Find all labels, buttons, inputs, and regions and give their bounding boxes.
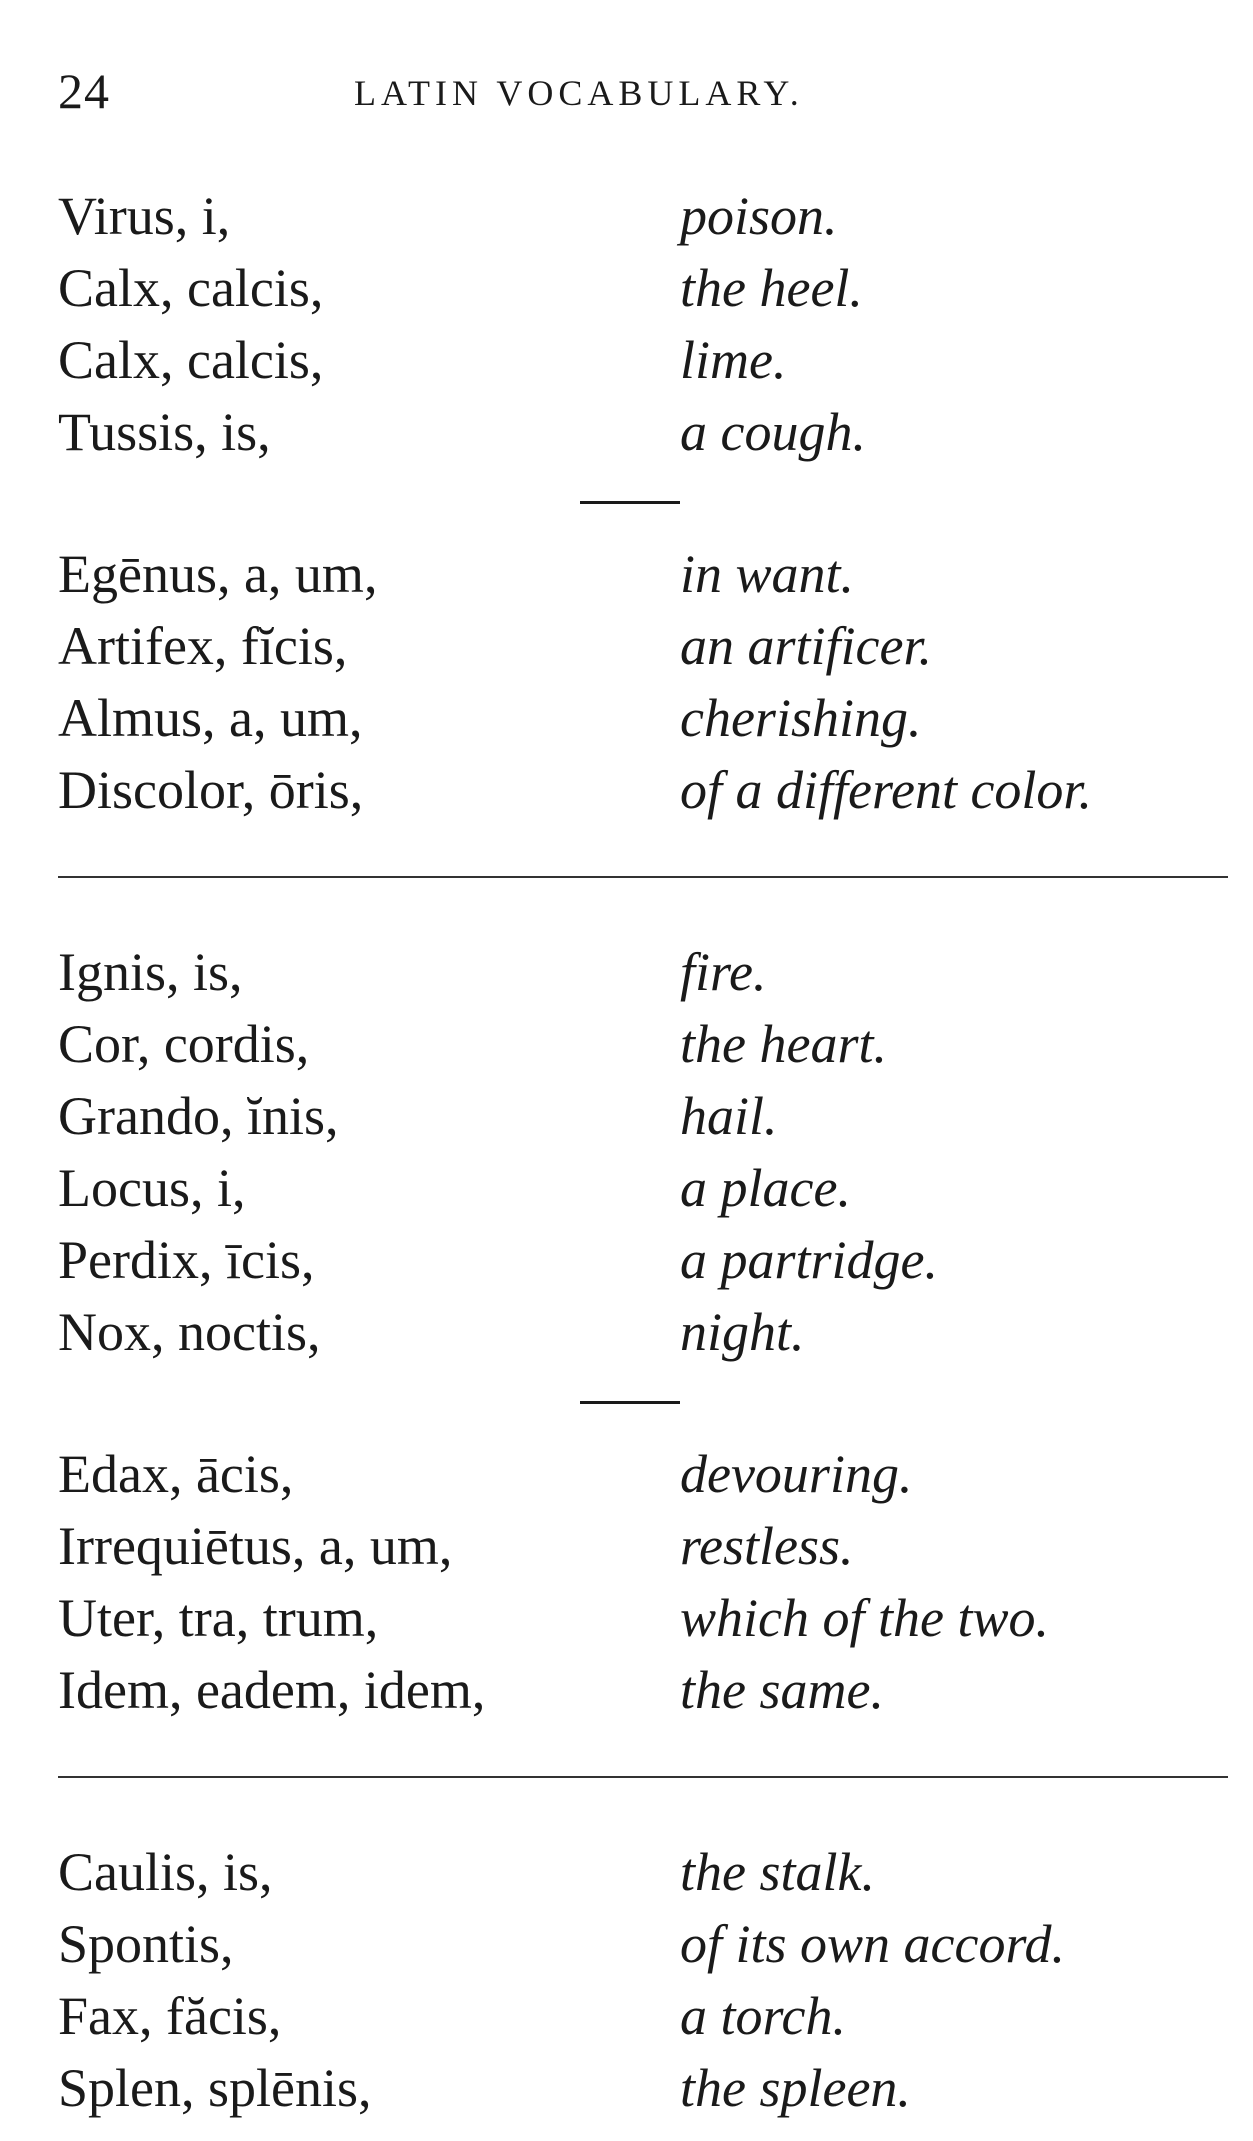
vocab-entry: [58, 180, 1228, 252]
short-divider: [58, 1368, 1228, 1438]
english-meaning: a place.: [680, 1158, 851, 1218]
page-number: 24: [58, 63, 110, 119]
latin-term: Discolor, ōris,: [58, 760, 364, 820]
vocab-entry: [58, 1224, 1228, 1296]
english-meaning: a torch.: [680, 1986, 846, 2046]
vocab-entry: [58, 1080, 1228, 1152]
vocab-entry: [58, 754, 1228, 826]
section-divider: [58, 826, 1228, 936]
vocab-entry: [58, 1836, 1228, 1908]
latin-term: Splen, splēnis,: [58, 2058, 372, 2118]
english-meaning: of its own accord.: [680, 1914, 1065, 1974]
vocab-entry: [58, 1980, 1228, 2052]
english-meaning: night.: [680, 1302, 805, 1362]
latin-term: Egēnus, a, um,: [58, 544, 378, 604]
english-meaning: of a different color.: [680, 760, 1092, 820]
latin-term: Uter, tra, trum,: [58, 1588, 379, 1648]
vocab-entry: [58, 252, 1228, 324]
english-meaning: which of the two.: [680, 1588, 1049, 1648]
latin-term: Grando, ĭnis,: [58, 1086, 339, 1146]
english-meaning: hail.: [680, 1086, 778, 1146]
vocab-entry: [58, 610, 1228, 682]
english-meaning: fire.: [680, 942, 767, 1002]
english-meaning: cherishing.: [680, 688, 922, 748]
english-meaning: a partridge.: [680, 1230, 939, 1290]
english-meaning: restless.: [680, 1516, 854, 1576]
vocab-entry: [58, 682, 1228, 754]
vocab-entry: [58, 538, 1228, 610]
latin-term: Idem, eadem, idem,: [58, 1660, 486, 1720]
latin-term: Artifex, fĭcis,: [58, 616, 348, 676]
english-meaning: lime.: [680, 330, 787, 390]
latin-term: Nox, noctis,: [58, 1302, 321, 1362]
vocab-entry: [58, 324, 1228, 396]
english-meaning: poison.: [680, 186, 838, 246]
latin-term: Perdix, īcis,: [58, 1230, 315, 1290]
english-meaning: the spleen.: [680, 2058, 911, 2118]
english-meaning: a cough.: [680, 402, 866, 462]
latin-term: Tussis, is,: [58, 402, 271, 462]
vocab-entry: [58, 1296, 1228, 1368]
vocab-entry: [58, 1908, 1228, 1980]
latin-term: Calx, calcis,: [58, 330, 324, 390]
vocab-entry: [58, 1654, 1228, 1726]
vocab-entry: [58, 936, 1228, 1008]
vocabulary-list: [58, 180, 1228, 2124]
vocab-entry: [58, 1510, 1228, 1582]
latin-term: Spontis,: [58, 1914, 234, 1974]
latin-term: Caulis, is,: [58, 1842, 273, 1902]
vocab-group: [58, 538, 1228, 826]
latin-term: Calx, calcis,: [58, 258, 324, 318]
vocab-group: [58, 1836, 1228, 2124]
latin-term: Edax, ācis,: [58, 1444, 294, 1504]
english-meaning: the same.: [680, 1660, 884, 1720]
english-meaning: devouring.: [680, 1444, 913, 1504]
vocab-entry: [58, 1438, 1228, 1510]
english-meaning: the heel.: [680, 258, 863, 318]
vocab-entry: [58, 1152, 1228, 1224]
vocab-entry: [58, 1008, 1228, 1080]
short-divider: [58, 468, 1228, 538]
vocab-group: [58, 936, 1228, 1368]
section-divider: [58, 1726, 1228, 1836]
latin-term: Virus, i,: [58, 186, 231, 246]
latin-term: Almus, a, um,: [58, 688, 363, 748]
vocab-entry: [58, 396, 1228, 468]
english-meaning: an artificer.: [680, 616, 932, 676]
english-meaning: in want.: [680, 544, 855, 604]
page-title: LATIN VOCABULARY.: [354, 73, 804, 113]
english-meaning: the stalk.: [680, 1842, 875, 1902]
vocab-group: [58, 180, 1228, 468]
latin-term: Fax, făcis,: [58, 1986, 282, 2046]
english-meaning: the heart.: [680, 1014, 887, 1074]
latin-term: Irrequiētus, a, um,: [58, 1516, 453, 1576]
latin-term: Locus, i,: [58, 1158, 246, 1218]
vocab-entry: [58, 1582, 1228, 1654]
latin-term: Cor, cordis,: [58, 1014, 310, 1074]
vocab-entry: [58, 2052, 1228, 2124]
latin-term: Ignis, is,: [58, 942, 243, 1002]
vocab-group: [58, 1438, 1228, 1726]
running-head: [58, 62, 1198, 122]
